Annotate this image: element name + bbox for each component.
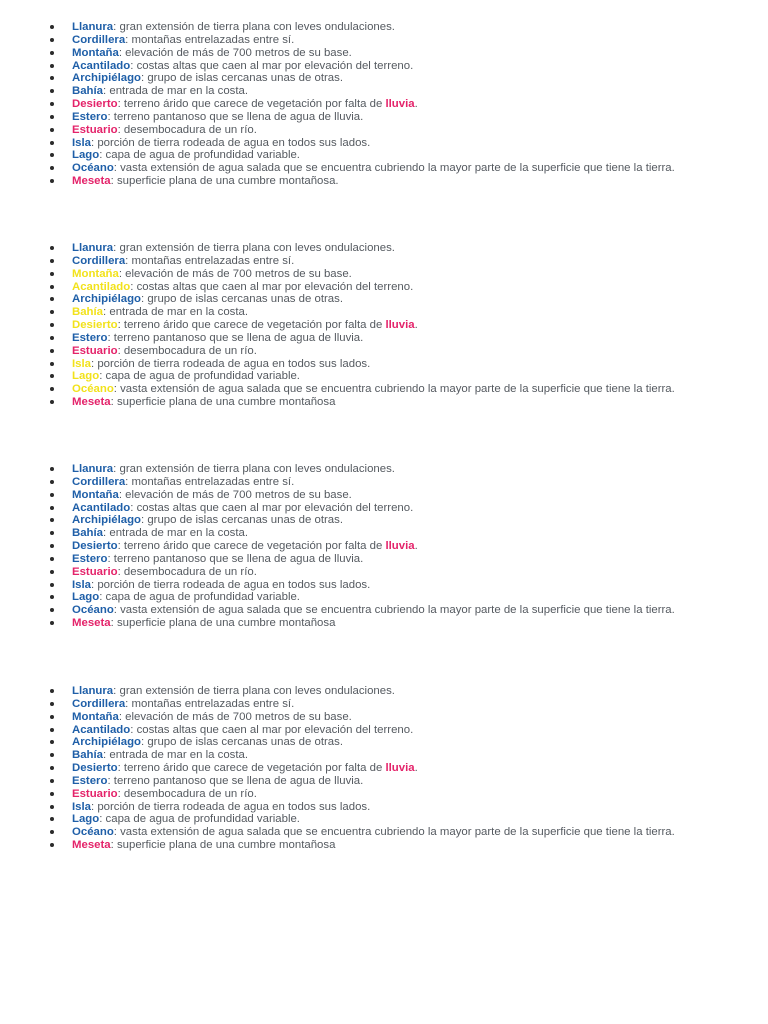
definition: : costas altas que caen al mar por elevación del terreno. <box>130 723 414 736</box>
list-item <box>0 711 768 724</box>
term: Acantilado <box>72 723 131 736</box>
term: Desierto <box>72 540 118 553</box>
definition: : entrada de mar en la costa. <box>103 306 249 319</box>
bullet-icon <box>50 766 54 770</box>
bullet-icon <box>50 531 54 535</box>
bullet-icon <box>50 480 54 484</box>
definition: : superficie plana de una cumbre montañosa <box>110 839 336 852</box>
definition-list-items <box>0 463 768 630</box>
list-item <box>0 476 768 489</box>
bullet-icon <box>50 621 54 625</box>
term: Cordillera <box>72 33 126 46</box>
definition: : grupo de islas cercanas unas de otras. <box>141 293 343 306</box>
list-item <box>0 553 768 566</box>
list-item <box>0 839 768 852</box>
list-item <box>0 788 768 801</box>
list-item <box>0 175 768 188</box>
definition: : terreno pantanoso que se llena de agua de lluvia. <box>107 110 364 123</box>
bullet-icon <box>50 400 54 404</box>
bullet-icon <box>50 179 54 183</box>
term: Estero <box>72 774 108 787</box>
term: Desierto <box>72 319 118 332</box>
list-item <box>0 813 768 826</box>
term: Estuario <box>72 344 118 357</box>
definition: : vasta extensión de agua salada que se encuentra cubriendo la mayor parte de la superficie que tiene la tierra. <box>113 162 675 175</box>
term: Meseta <box>72 175 111 188</box>
list-item <box>0 489 768 502</box>
definition: : desembocadura de un río. <box>117 344 257 357</box>
highlighted-word: lluvia <box>385 762 415 775</box>
bullet-icon <box>50 689 54 693</box>
term: Lago <box>72 591 100 604</box>
term: Isla <box>72 357 91 370</box>
list-item <box>0 383 768 396</box>
definition: : terreno árido que carece de vegetación por falta de <box>117 319 386 332</box>
highlighted-word: lluvia <box>385 98 415 111</box>
definition-list-items <box>0 242 768 409</box>
list-item <box>0 617 768 630</box>
list-item <box>0 21 768 34</box>
term: Acantilado <box>72 280 131 293</box>
definition: : porción de tierra rodeada de agua en todos sus lados. <box>91 578 371 591</box>
definition: : vasta extensión de agua salada que se encuentra cubriendo la mayor parte de la superficie que tiene la tierra. <box>113 826 675 839</box>
term: Desierto <box>72 98 118 111</box>
definition: : vasta extensión de agua salada que se encuentra cubriendo la mayor parte de la superficie que tiene la tierra. <box>113 604 675 617</box>
term: Cordillera <box>72 254 126 267</box>
definition: : terreno pantanoso que se llena de agua de lluvia. <box>107 552 364 565</box>
bullet-icon <box>50 297 54 301</box>
bullet-icon <box>50 38 54 42</box>
bullet-icon <box>50 246 54 250</box>
term: Océano <box>72 162 114 175</box>
bullet-icon <box>50 740 54 744</box>
term: Meseta <box>72 839 111 852</box>
definition-list-4 <box>0 685 768 852</box>
highlighted-word: lluvia <box>385 540 415 553</box>
list-item <box>0 604 768 617</box>
definition: : montañas entrelazadas entre sí. <box>125 33 295 46</box>
bullet-icon <box>50 715 54 719</box>
definition-list-items <box>0 21 768 188</box>
definition: : entrada de mar en la costa. <box>103 527 249 540</box>
term: Montaña <box>72 488 119 501</box>
bullet-icon <box>50 570 54 574</box>
list-item <box>0 319 768 332</box>
bullet-icon <box>50 583 54 587</box>
term: Isla <box>72 136 91 149</box>
term: Estuario <box>72 787 118 800</box>
list-item <box>0 775 768 788</box>
term: Isla <box>72 578 91 591</box>
term: Estuario <box>72 565 118 578</box>
term: Meseta <box>72 396 111 409</box>
list-item <box>0 579 768 592</box>
term: Océano <box>72 826 114 839</box>
list-item <box>0 47 768 60</box>
definition: : porción de tierra rodeada de agua en todos sus lados. <box>91 136 371 149</box>
term: Cordillera <box>72 697 126 710</box>
term: Estero <box>72 110 108 123</box>
term: Lago <box>72 149 100 162</box>
bullet-icon <box>50 608 54 612</box>
bullet-icon <box>50 310 54 314</box>
bullet-icon <box>50 272 54 276</box>
bullet-icon <box>50 115 54 119</box>
bullet-icon <box>50 387 54 391</box>
list-item <box>0 242 768 255</box>
definition: : terreno árido que carece de vegetación por falta de <box>117 762 386 775</box>
bullet-icon <box>50 323 54 327</box>
bullet-icon <box>50 817 54 821</box>
term: Bahía <box>72 749 104 762</box>
bullet-icon <box>50 128 54 132</box>
definition: : entrada de mar en la costa. <box>103 749 249 762</box>
term: Acantilado <box>72 59 131 72</box>
bullet-icon <box>50 779 54 783</box>
definition: : gran extensión de tierra plana con leves ondulaciones. <box>113 685 395 697</box>
list-item <box>0 762 768 775</box>
list-item <box>0 60 768 73</box>
term: Llanura <box>72 242 114 254</box>
definition: : gran extensión de tierra plana con leves ondulaciones. <box>113 242 395 254</box>
definition: : elevación de más de 700 metros de su base. <box>118 710 352 723</box>
definition: : vasta extensión de agua salada que se encuentra cubriendo la mayor parte de la superficie que tiene la tierra. <box>113 383 675 396</box>
list-item <box>0 306 768 319</box>
definition-tail: . <box>414 319 418 332</box>
list-item <box>0 85 768 98</box>
definition-tail: . <box>414 98 418 111</box>
list-item <box>0 749 768 762</box>
definition: : superficie plana de una cumbre montañosa <box>110 396 336 409</box>
definition: : terreno pantanoso que se llena de agua de lluvia. <box>107 774 364 787</box>
term: Bahía <box>72 306 104 319</box>
bullet-icon <box>50 51 54 55</box>
definition: : elevación de más de 700 metros de su base. <box>118 46 352 59</box>
definition: : capa de agua de profundidad variable. <box>99 370 300 383</box>
definition: : costas altas que caen al mar por elevación del terreno. <box>130 59 414 72</box>
definition: : desembocadura de un río. <box>117 123 257 136</box>
term: Archipiélago <box>72 72 141 85</box>
list-item <box>0 685 768 698</box>
bullet-icon <box>50 89 54 93</box>
bullet-icon <box>50 76 54 80</box>
list-item <box>0 255 768 268</box>
bullet-icon <box>50 153 54 157</box>
definition-list-1 <box>0 21 768 188</box>
bullet-icon <box>50 805 54 809</box>
bullet-icon <box>50 25 54 29</box>
list-item <box>0 124 768 137</box>
bullet-icon <box>50 285 54 289</box>
list-item <box>0 268 768 281</box>
list-item <box>0 345 768 358</box>
bullet-icon <box>50 702 54 706</box>
definition: : grupo de islas cercanas unas de otras. <box>141 72 343 85</box>
bullet-icon <box>50 595 54 599</box>
definition: : capa de agua de profundidad variable. <box>99 591 300 604</box>
definition: : elevación de más de 700 metros de su base. <box>118 267 352 280</box>
term: Cordillera <box>72 475 126 488</box>
list-item <box>0 111 768 124</box>
list-item <box>0 332 768 345</box>
list-item <box>0 566 768 579</box>
term: Llanura <box>72 21 114 33</box>
bullet-icon <box>50 792 54 796</box>
term: Estero <box>72 552 108 565</box>
list-item <box>0 98 768 111</box>
list-item <box>0 162 768 175</box>
list-item <box>0 540 768 553</box>
bullet-icon <box>50 506 54 510</box>
definition: : porción de tierra rodeada de agua en todos sus lados. <box>91 800 371 813</box>
list-item <box>0 149 768 162</box>
term: Desierto <box>72 762 118 775</box>
term: Acantilado <box>72 501 131 514</box>
definition-list-items <box>0 685 768 852</box>
definition: : montañas entrelazadas entre sí. <box>125 254 295 267</box>
term: Llanura <box>72 685 114 697</box>
term: Archipiélago <box>72 293 141 306</box>
highlighted-word: lluvia <box>385 319 415 332</box>
bullet-icon <box>50 830 54 834</box>
bullet-icon <box>50 102 54 106</box>
definition: : porción de tierra rodeada de agua en todos sus lados. <box>91 357 371 370</box>
term: Estuario <box>72 123 118 136</box>
list-item <box>0 527 768 540</box>
list-item <box>0 463 768 476</box>
bullet-icon <box>50 544 54 548</box>
definition: : gran extensión de tierra plana con leves ondulaciones. <box>113 21 395 33</box>
term: Archipiélago <box>72 736 141 749</box>
definition: : grupo de islas cercanas unas de otras. <box>141 514 343 527</box>
term: Montaña <box>72 267 119 280</box>
definition: : capa de agua de profundidad variable. <box>99 149 300 162</box>
definition: : montañas entrelazadas entre sí. <box>125 475 295 488</box>
list-item <box>0 72 768 85</box>
definition: : terreno árido que carece de vegetación por falta de <box>117 98 386 111</box>
bullet-icon <box>50 843 54 847</box>
definition: : terreno pantanoso que se llena de agua de lluvia. <box>107 331 364 344</box>
term: Montaña <box>72 46 119 59</box>
bullet-icon <box>50 557 54 561</box>
bullet-icon <box>50 259 54 263</box>
definition-list-2 <box>0 242 768 409</box>
term: Estero <box>72 331 108 344</box>
definition: : montañas entrelazadas entre sí. <box>125 697 295 710</box>
list-item <box>0 281 768 294</box>
bullet-icon <box>50 467 54 471</box>
bullet-icon <box>50 362 54 366</box>
definition: : gran extensión de tierra plana con leves ondulaciones. <box>113 463 395 475</box>
term: Océano <box>72 383 114 396</box>
bullet-icon <box>50 753 54 757</box>
list-item <box>0 370 768 383</box>
term: Meseta <box>72 617 111 630</box>
list-item <box>0 724 768 737</box>
bullet-icon <box>50 374 54 378</box>
list-item <box>0 514 768 527</box>
list-item <box>0 137 768 150</box>
list-item <box>0 293 768 306</box>
list-item <box>0 698 768 711</box>
bullet-icon <box>50 141 54 145</box>
definition: : terreno árido que carece de vegetación por falta de <box>117 540 386 553</box>
definition: : grupo de islas cercanas unas de otras. <box>141 736 343 749</box>
definition-tail: . <box>414 540 418 553</box>
term: Bahía <box>72 527 104 540</box>
bullet-icon <box>50 349 54 353</box>
term: Lago <box>72 370 100 383</box>
definition: : entrada de mar en la costa. <box>103 85 249 98</box>
list-item <box>0 502 768 515</box>
term: Lago <box>72 813 100 826</box>
term: Montaña <box>72 710 119 723</box>
definition: : costas altas que caen al mar por elevación del terreno. <box>130 280 414 293</box>
term: Isla <box>72 800 91 813</box>
list-item <box>0 826 768 839</box>
definition: : capa de agua de profundidad variable. <box>99 813 300 826</box>
definition: : elevación de más de 700 metros de su base. <box>118 488 352 501</box>
definition: : desembocadura de un río. <box>117 787 257 800</box>
bullet-icon <box>50 166 54 170</box>
list-item <box>0 801 768 814</box>
definition: : superficie plana de una cumbre montañosa. <box>110 175 339 188</box>
bullet-icon <box>50 728 54 732</box>
list-item <box>0 736 768 749</box>
term: Archipiélago <box>72 514 141 527</box>
bullet-icon <box>50 518 54 522</box>
list-item <box>0 358 768 371</box>
bullet-icon <box>50 336 54 340</box>
list-item <box>0 591 768 604</box>
definition: : costas altas que caen al mar por elevación del terreno. <box>130 501 414 514</box>
bullet-icon <box>50 64 54 68</box>
definition-list-3 <box>0 463 768 630</box>
bullet-icon <box>50 493 54 497</box>
term: Océano <box>72 604 114 617</box>
term: Llanura <box>72 463 114 475</box>
list-item <box>0 34 768 47</box>
definition: : desembocadura de un río. <box>117 565 257 578</box>
definition: : superficie plana de una cumbre montañosa <box>110 617 336 630</box>
term: Bahía <box>72 85 104 98</box>
list-item <box>0 396 768 409</box>
definition-tail: . <box>414 762 418 775</box>
